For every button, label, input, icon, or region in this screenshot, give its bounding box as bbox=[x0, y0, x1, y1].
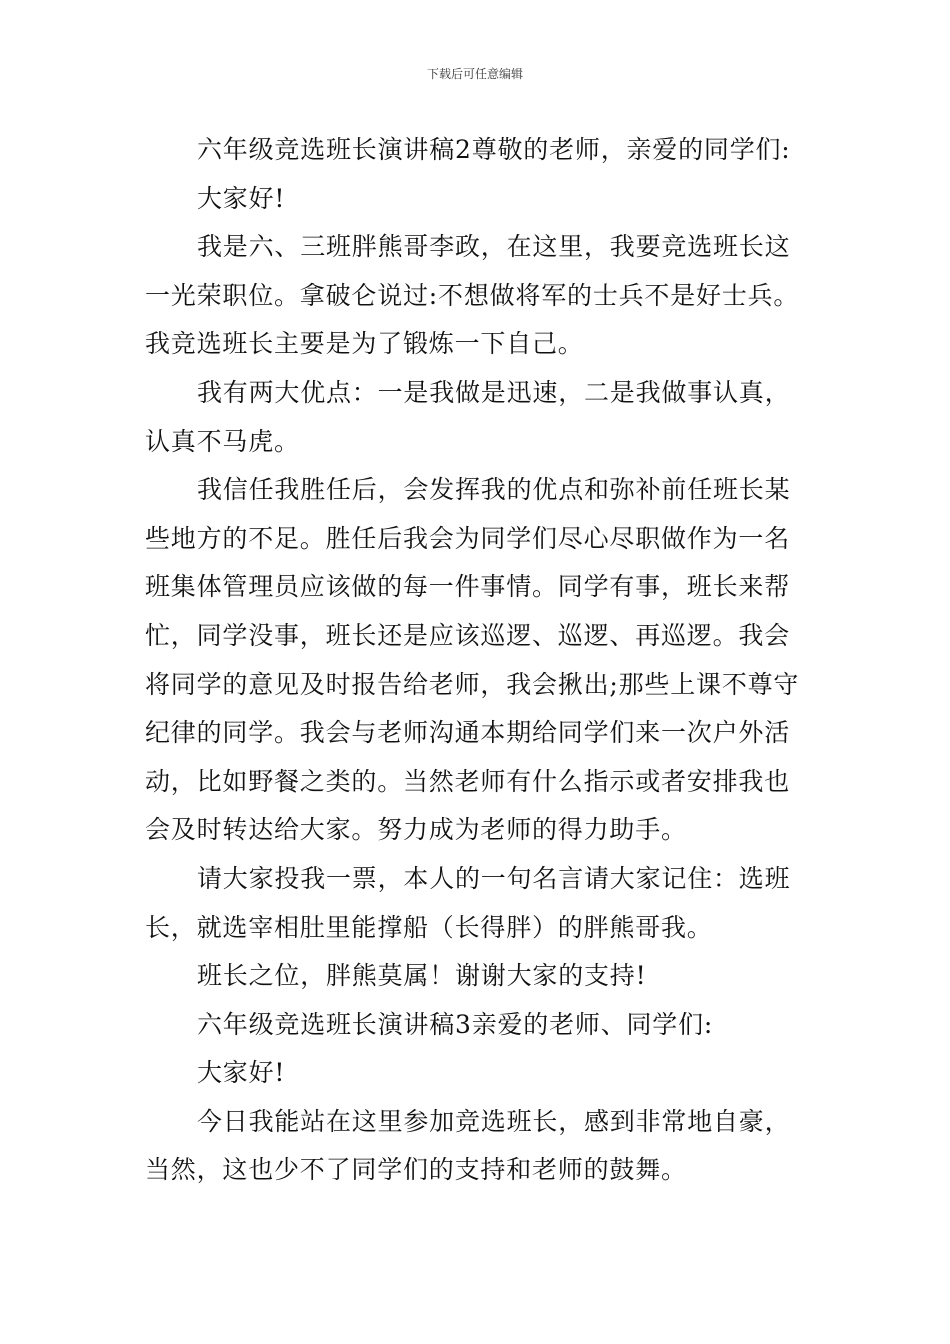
paragraph: 班长之位，胖熊莫属！谢谢大家的支持! bbox=[197, 961, 647, 991]
paragraph: 大家好! bbox=[197, 1058, 286, 1088]
paragraph: 请大家投我一票，本人的一句名言请大家记住：选班长，就选宰相肚里能撑船（长得胖）的胖熊哥我。 bbox=[145, 863, 791, 942]
paragraph: 六年级竞选班长演讲稿3亲爱的老师、同学们: bbox=[197, 1009, 714, 1039]
page-header: 下载后可任意编辑 bbox=[426, 67, 523, 81]
paragraph: 今日我能站在这里参加竞选班长，感到非常地自豪，当然，这也少不了同学们的支持和老师的鼓舞。 bbox=[145, 1106, 791, 1185]
paragraph: 我是六、三班胖熊哥李政，在这里，我要竞选班长这一光荣职位。拿破仑说过:不想做将军的士兵不是好士兵。我竞选班长主要是为了锻炼一下自己。 bbox=[145, 232, 800, 359]
paragraph: 我信任我胜任后，会发挥我的优点和弥补前任班长某些地方的不足。胜任后我会为同学们尽心尽职做作为一名班集体管理员应该做的每一件事情。同学有事，班长来帮忙，同学没事，班长还是应该巡逻、巡逻、再巡逻。我会将同学的意见及时报告给老师，我会揪出;那些上课不尊守纪律的同学。我会与老师沟通本期给同学们来一次户外活动，比如野餐之类的。当然老师有什么指示或者安排我也会及时转达给大家。努力成为老师的得力助手。 bbox=[145, 475, 800, 845]
paragraph: 大家好! bbox=[197, 183, 286, 213]
document-body bbox=[145, 126, 810, 1195]
paragraph: 我有两大优点：一是我做是迅速，二是我做事认真，认真不马虎。 bbox=[145, 377, 791, 456]
paragraph: 六年级竞选班长演讲稿2尊敬的老师，亲爱的同学们: bbox=[197, 135, 791, 164]
